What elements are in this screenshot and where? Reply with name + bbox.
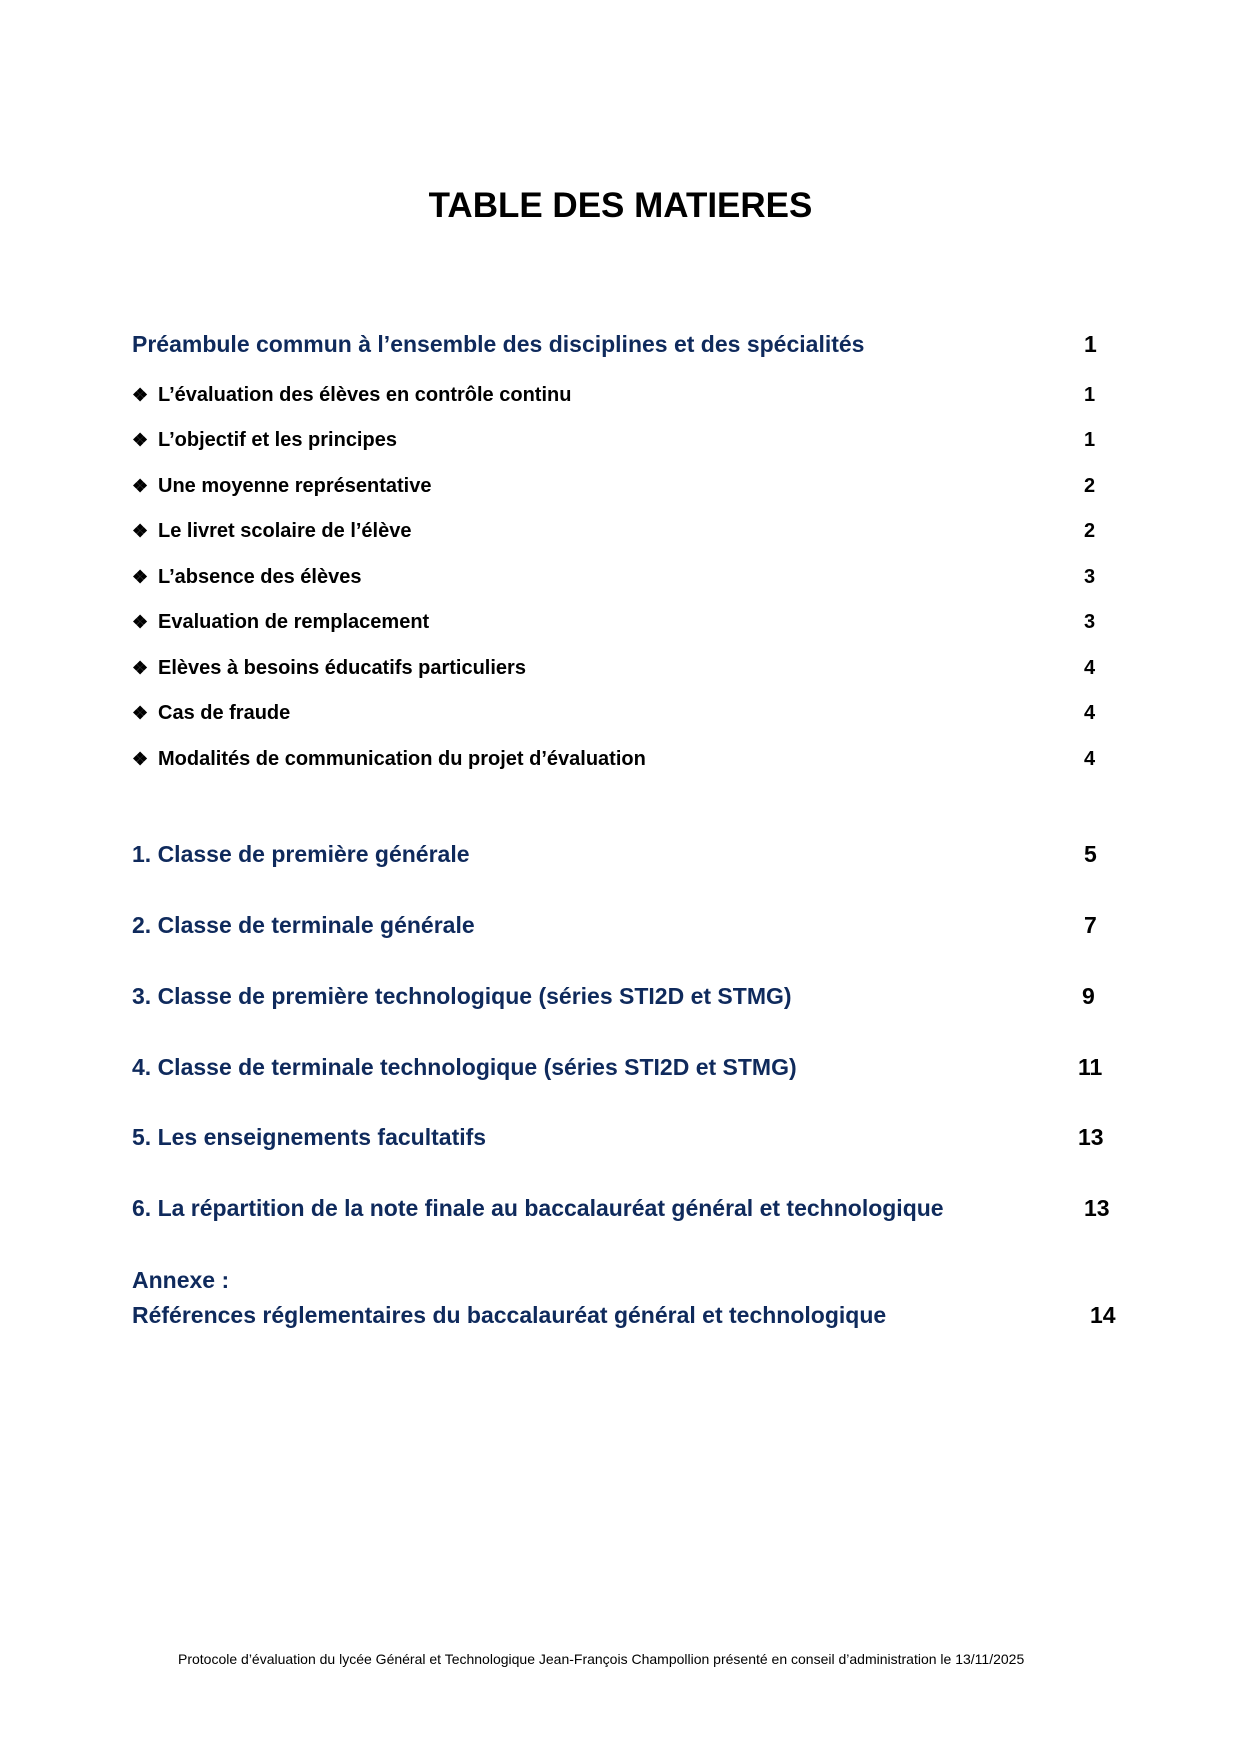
toc-entry-label: Elèves à besoins éducatifs particuliers: [158, 657, 526, 679]
toc-entry-page: 7: [1084, 912, 1097, 938]
toc-entry-label: 4. Classe de terminale technologique (séries STI2D et STMG): [132, 1054, 797, 1080]
toc-entry-label: Préambule commun à l’ensemble des disciplines et des spécialités: [132, 331, 865, 357]
toc-entry-page: 3: [1084, 566, 1096, 588]
diamond-bullet-icon: ❖: [132, 567, 149, 587]
toc-entry-page: 5: [1084, 841, 1097, 867]
toc-entry-label: Modalités de communication du projet d’évaluation: [158, 748, 646, 770]
toc-entry-page: 4: [1084, 748, 1096, 770]
toc-entry-label: L’évaluation des élèves en contrôle continu: [158, 384, 572, 406]
toc-entry-label: Annexe :: [132, 1267, 230, 1293]
toc-entry-page: 11: [1078, 1054, 1103, 1080]
toc-entry-page: 2: [1084, 520, 1096, 542]
diamond-bullet-icon: ❖: [132, 476, 149, 496]
toc-entry-page: 1: [1084, 384, 1096, 406]
toc-entry-page: 1: [1084, 429, 1096, 451]
toc-entry-page: 13: [1078, 1124, 1104, 1150]
toc-entry-page: 4: [1084, 702, 1096, 724]
toc-entry-page: 2: [1084, 475, 1096, 497]
toc-entry-label: Evaluation de remplacement: [158, 611, 430, 633]
toc-entry-label: Le livret scolaire de l’élève: [158, 520, 412, 542]
toc-entry-page: 13: [1084, 1195, 1110, 1221]
toc-entry-label: Cas de fraude: [158, 702, 291, 724]
toc-entry-page: 3: [1084, 611, 1096, 633]
toc-entry-label: L’objectif et les principes: [158, 429, 397, 451]
toc-entry-label: 6. La répartition de la note finale au baccalauréat général et technologique: [132, 1195, 944, 1221]
page-title: TABLE DES MATIERES: [428, 186, 813, 225]
toc-entry-page: 9: [1082, 983, 1095, 1009]
diamond-bullet-icon: ❖: [132, 521, 149, 541]
diamond-bullet-icon: ❖: [132, 703, 149, 723]
toc-entry-label: L’absence des élèves: [158, 566, 362, 588]
toc-entry-label: 3. Classe de première technologique (séries STI2D et STMG): [132, 983, 792, 1009]
toc-entry-page: 4: [1084, 657, 1096, 679]
diamond-bullet-icon: ❖: [132, 658, 149, 678]
diamond-bullet-icon: ❖: [132, 612, 149, 632]
toc-entry-label: 1. Classe de première générale: [132, 841, 470, 867]
toc-entry-label: 2. Classe de terminale générale: [132, 912, 475, 938]
toc-entry-page: 14: [1090, 1302, 1116, 1328]
toc-entry-label: Références réglementaires du baccalauréat général et technologique: [132, 1302, 887, 1328]
diamond-bullet-icon: ❖: [132, 430, 149, 450]
diamond-bullet-icon: ❖: [132, 749, 149, 769]
toc-entry-label: Une moyenne représentative: [158, 475, 432, 497]
diamond-bullet-icon: ❖: [132, 385, 149, 405]
toc-entry-page: 1: [1084, 331, 1097, 357]
page-footer: Protocole d’évaluation du lycée Général et Technologique Jean-François Champollion présenté en conseil d’administration le 13/11/2025: [178, 1651, 1025, 1667]
toc-entry-label: 5. Les enseignements facultatifs: [132, 1124, 487, 1150]
